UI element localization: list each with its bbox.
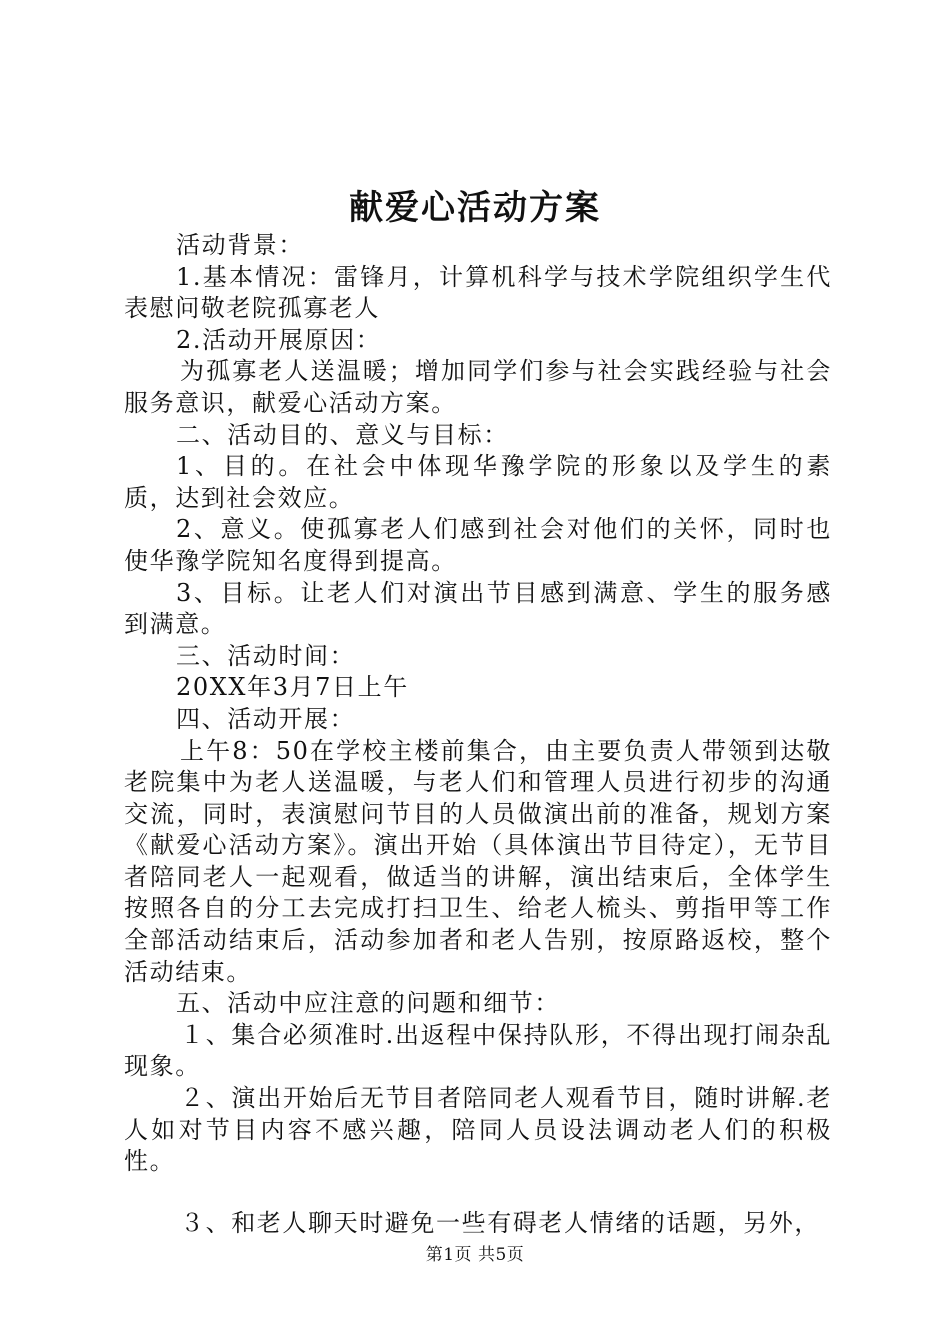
paragraph-basic-situation: 1.基本情况：雷锋月，计算机科学与技术学院组织学生代表慰问敬老院孤寡老人 — [124, 262, 832, 323]
paragraph-target: 3、目标。让老人们对演出节目感到满意、学生的服务感到满意。 — [124, 578, 832, 639]
paragraph-background-heading: 活动背景： — [176, 231, 304, 259]
paragraph-goals-heading: 二、活动目的、意义与目标： — [176, 420, 509, 449]
paragraph-time-value: 20XX年3月7日上午 — [176, 673, 409, 702]
paragraph-reason-text: 为孤寡老人送温暖；增加同学们参与社会实践经验与社会服务意识，献爱心活动方案。 — [124, 357, 832, 417]
paragraph-meaning: 2、意义。使孤寡老人们感到社会对他们的关怀，同时也使华豫学院知名度得到提高。 — [124, 515, 832, 575]
paragraph-note-2: ２、演出开始后无节目者陪同老人观看节目，随时讲解.老人如对节目内容不感兴趣，陪同人员设法调动老人们的积极性。 — [124, 1084, 832, 1176]
paragraph-activity-heading: 四、活动开展： — [176, 704, 356, 733]
document-body — [124, 230, 832, 1239]
document-title: 献爱心活动方案 — [349, 188, 601, 228]
paragraph-note-3: ３、和老人聊天时避免一些有碍老人情绪的话题，另外， — [180, 1208, 820, 1237]
paragraph-activity-text: 上午8：50在学校主楼前集合，由主要负责人带领到达敬老院集中为老人送温暖，与老人们和管理人员进行初步的沟通交流，同时，表演慰问节目的人员做演出前的准备，规划方案《献爱心活动方案》。演出开始（具体演出节目待定），无节目者陪同老人一起观看，做适当的讲解，演出结束后，全体学生按照各自的分工去完成打扫卫生、给老人梳头、剪指甲等工作全部活动结束后，活动参加者和老人告别，按原路返校，整个活动结束。 — [124, 736, 832, 986]
paragraph-reason-heading: 2.活动开展原因： — [176, 325, 382, 354]
paragraph-note-1: １、集合必须准时.出返程中保持队形，不得出现打闹杂乱现象。 — [124, 1020, 832, 1081]
paragraph-purpose: 1、目的。在社会中体现华豫学院的形象以及学生的素质，达到社会效应。 — [124, 452, 832, 512]
paragraph-notes-heading: 五、活动中应注意的问题和细节： — [176, 989, 560, 1018]
paragraph-time-heading: 三、活动时间： — [176, 641, 356, 670]
page-number-footer: 第1页 共5页 — [425, 1245, 525, 1265]
